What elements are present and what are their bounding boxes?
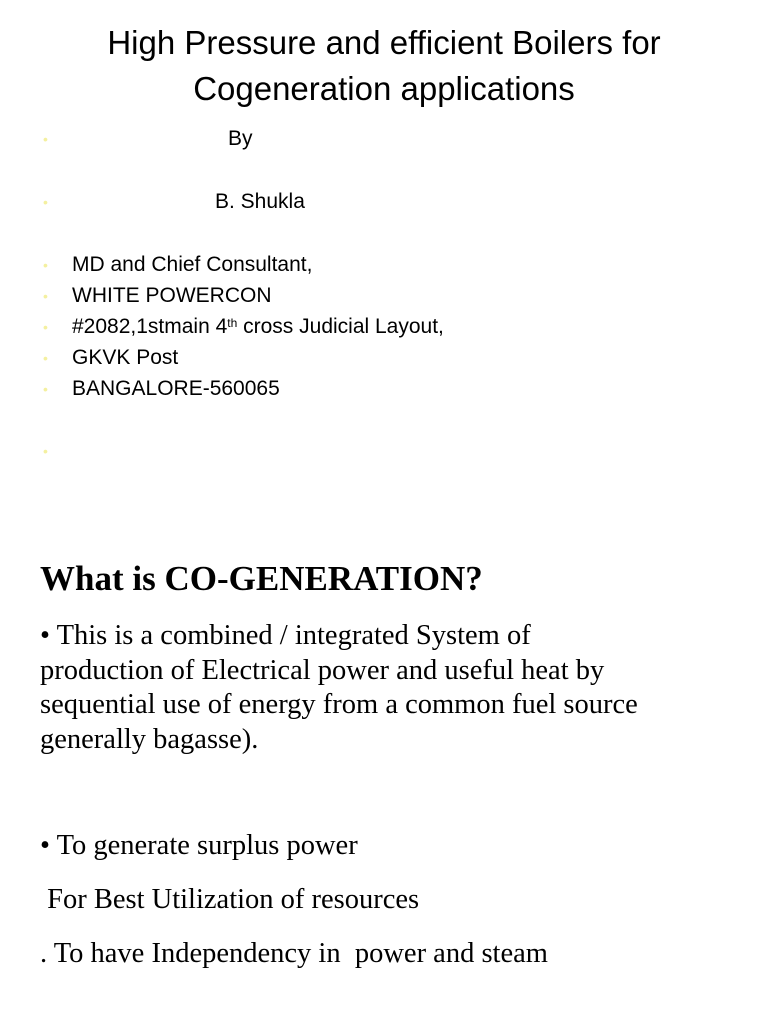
address-line [72,312,444,342]
list-item [0,436,768,466]
city-pincode: BANGALORE-560065 [72,377,280,400]
paragraph-line: sequential use of energy from a common fuel source [40,689,638,720]
bullet-icon: • [43,381,48,397]
bullet-icon: • [43,257,48,273]
point-independency: . To have Independency in power and steam [40,938,548,969]
author-name: B. Shukla [215,190,305,213]
address-suffix: cross Judicial Layout, [237,315,444,338]
company-name: WHITE POWERCON [72,284,272,307]
title-line-2: Cogeneration applications [193,70,575,107]
list-item [0,343,768,373]
bullet-icon: • [43,288,48,304]
post-office: GKVK Post [72,346,179,369]
list-item [0,124,768,154]
address-prefix: #2082,1stmain 4 [72,315,228,338]
paragraph-line: • This is a combined / integrated System of [40,620,531,651]
paragraph-line: generally bagasse). [40,723,259,755]
definition-paragraph [40,619,740,757]
bullet-icon: • [43,443,48,459]
title-line-1: High Pressure and efficient Boilers for [107,24,661,61]
bullet-icon: • [43,194,48,210]
author-designation: MD and Chief Consultant, [72,253,313,276]
bullet-icon: • [43,319,48,335]
by-label: By [228,127,253,150]
list-item [0,250,768,280]
list-item [0,281,768,311]
list-item [0,187,768,217]
list-item [0,374,768,404]
bullet-icon: • [43,350,48,366]
address-superscript: th [227,316,238,330]
section-heading: What is CO-GENERATION? [40,559,483,598]
point-utilization: For Best Utilization of resources [40,884,420,915]
paragraph-line: production of Electrical power and useful heat by [40,654,605,686]
point-surplus-power: • To generate surplus power [40,830,358,861]
bullet-icon: • [43,131,48,147]
list-item [0,312,768,342]
slide-title [0,20,768,112]
